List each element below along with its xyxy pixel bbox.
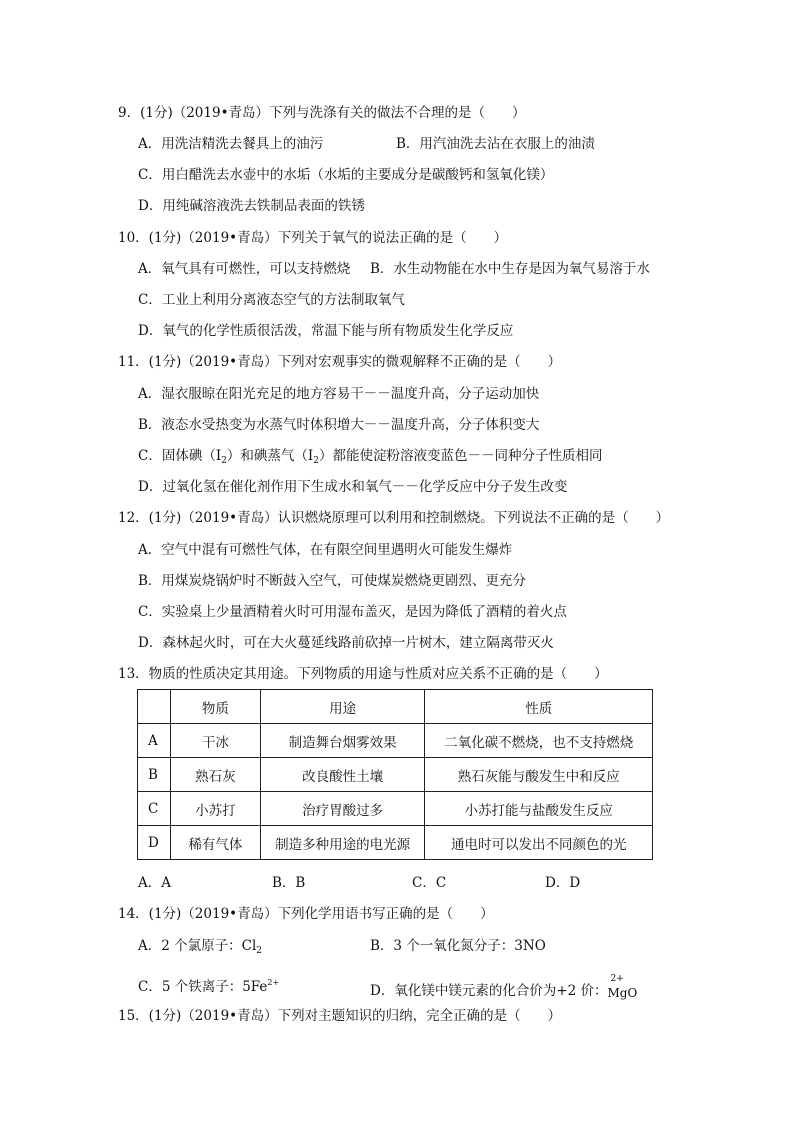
question-12-option-b: B．用煤炭烧锅炉时不断鼓入空气，可使煤炭燃烧更剧烈、更充分 xyxy=(138,573,526,589)
question-11-option-a: A．湿衣服晾在阳光充足的地方容易干－－温度升高，分子运动加快 xyxy=(138,386,540,402)
question-14-stem: 14．(1分)（2019•青岛）下列化学用语书写正确的是（ ） xyxy=(118,906,494,922)
question-11-option-c xyxy=(138,447,602,470)
question-11-option-b: B．液态水受热变为水蒸气时体积增大－－温度升高，分子体积变大 xyxy=(138,417,540,433)
table-header-cell: 物质 xyxy=(170,690,260,724)
table-row xyxy=(138,758,653,792)
table-header-cell: 用途 xyxy=(260,690,425,724)
table-cell: D xyxy=(138,826,171,860)
o-symbol: O xyxy=(627,986,638,1000)
question-12-option-d: D．森林起火时，可在大火蔓延线路前砍掉一片树木，建立隔离带灭火 xyxy=(138,635,554,651)
table-cell: 熟石灰能与酸发生中和反应 xyxy=(425,758,653,792)
question-15-stem: 15．(1分)（2019•青岛）下列对主题知识的归纳，完全正确的是（ ） xyxy=(118,1008,562,1024)
table-cell: 改良酸性土壤 xyxy=(260,758,425,792)
question-13-option-c: C．C xyxy=(412,875,447,891)
valence-charge: 2+ xyxy=(610,974,624,984)
question-9-option-a: A．用洗洁精洗去餐具上的油污 xyxy=(138,136,324,152)
question-13-stem: 13．物质的性质决定其用途。下列物质的用途与性质对应关系不正确的是（ ） xyxy=(118,666,608,682)
question-11-option-d: D．过氧化氢在催化剂作用下生成水和氧气－－化学反应中分子发生改变 xyxy=(138,479,568,495)
question-12-option-c: C．实验桌上少量酒精着火时可用湿布盖灭，是因为降低了酒精的着火点 xyxy=(138,604,567,620)
question-14-option-d xyxy=(370,974,637,1002)
question-10-option-a: A．氧气具有可燃性，可以支持燃烧 xyxy=(138,261,351,277)
table-cell: 通电时可以发出不同颜色的光 xyxy=(425,826,653,860)
question-10-stem: 10．(1分)（2019•青岛）下列关于氧气的说法正确的是（ ） xyxy=(118,230,508,246)
q14-a-subscript: 2 xyxy=(256,946,263,956)
table-row xyxy=(138,792,653,826)
table-cell: 小苏打 xyxy=(170,792,260,826)
q14-a-text: A．2 个氯原子：Cl xyxy=(138,938,257,954)
q14-d-text: D．氧化镁中镁元素的化合价为+2 价： xyxy=(370,983,608,999)
magnesium-oxide-formula xyxy=(608,974,638,1002)
table-cell: 小苏打能与盐酸发生反应 xyxy=(425,792,653,826)
question-13-option-b: B．B xyxy=(272,875,306,891)
question-9-stem: 9．(1分)（2019•青岛）下列与洗涤有关的做法不合理的是（ ） xyxy=(118,105,526,121)
q11-c-part1: C．固体碘（I xyxy=(138,448,222,464)
q11-c-subscript-1: 2 xyxy=(221,456,227,466)
table-cell: C xyxy=(138,792,171,826)
q11-c-part3: ）都能使淀粉溶液变蓝色－－同种分子性质相同 xyxy=(318,448,603,464)
table-row xyxy=(138,724,653,758)
table-header-cell: 性质 xyxy=(425,690,653,724)
question-9-option-b: B．用汽油洗去沾在衣服上的油渍 xyxy=(396,136,595,152)
question-10-option-c: C．工业上利用分离液态空气的方法制取氧气 xyxy=(138,292,405,308)
question-9-option-d: D．用纯碱溶液洗去铁制品表面的铁锈 xyxy=(138,198,365,214)
table-row xyxy=(138,826,653,860)
table-cell: B xyxy=(138,758,171,792)
table-cell: 制造多种用途的电光源 xyxy=(260,826,425,860)
q14-c-superscript: 2+ xyxy=(267,978,280,987)
table-cell: 二氧化碳不燃烧，也不支持燃烧 xyxy=(425,724,653,758)
table-cell: 治疗胃酸过多 xyxy=(260,792,425,826)
question-9-option-c: C．用白醋洗去水壶中的水垢（水垢的主要成分是碳酸钙和氢氧化镁） xyxy=(138,167,554,183)
question-13-option-d: D．D xyxy=(545,875,581,891)
mg-symbol: Mg xyxy=(607,986,628,1000)
question-12-stem: 12．(1分)（2019•青岛）认识燃烧原理可以利用和控制燃烧。下列说法不正确的是（ ） xyxy=(118,510,670,526)
question-10-option-d: D．氧气的化学性质很活泼，常温下能与所有物质发生化学反应 xyxy=(138,323,514,339)
table-cell: A xyxy=(138,724,171,758)
table-header-cell xyxy=(138,690,171,724)
q11-c-part2: ）和碘蒸气（I xyxy=(226,448,314,464)
question-13-option-a: A．A xyxy=(138,875,171,891)
table-header-row xyxy=(138,690,653,724)
question-14-option-a xyxy=(138,937,262,960)
question-10-option-b: B．水生动物能在水中生存是因为氧气易溶于水 xyxy=(370,261,650,277)
question-13-table xyxy=(137,689,653,860)
question-14-option-c xyxy=(138,974,279,996)
table-cell: 制造舞台烟雾效果 xyxy=(260,724,425,758)
question-12-option-a: A．空气中混有可燃性气体，在有限空间里遇明火可能发生爆炸 xyxy=(138,542,513,558)
table-cell: 干冰 xyxy=(170,724,260,758)
table-cell: 稀有气体 xyxy=(170,826,260,860)
question-14-option-b: B．3 个一氧化氮分子：3NO xyxy=(370,938,546,954)
question-11-stem: 11．(1分)（2019•青岛）下列对宏观事实的微观解释不正确的是（ ） xyxy=(118,354,562,370)
q14-c-text: C．5 个铁离子：5Fe xyxy=(138,979,268,995)
q11-c-subscript-2: 2 xyxy=(313,456,319,466)
table-cell: 熟石灰 xyxy=(170,758,260,792)
